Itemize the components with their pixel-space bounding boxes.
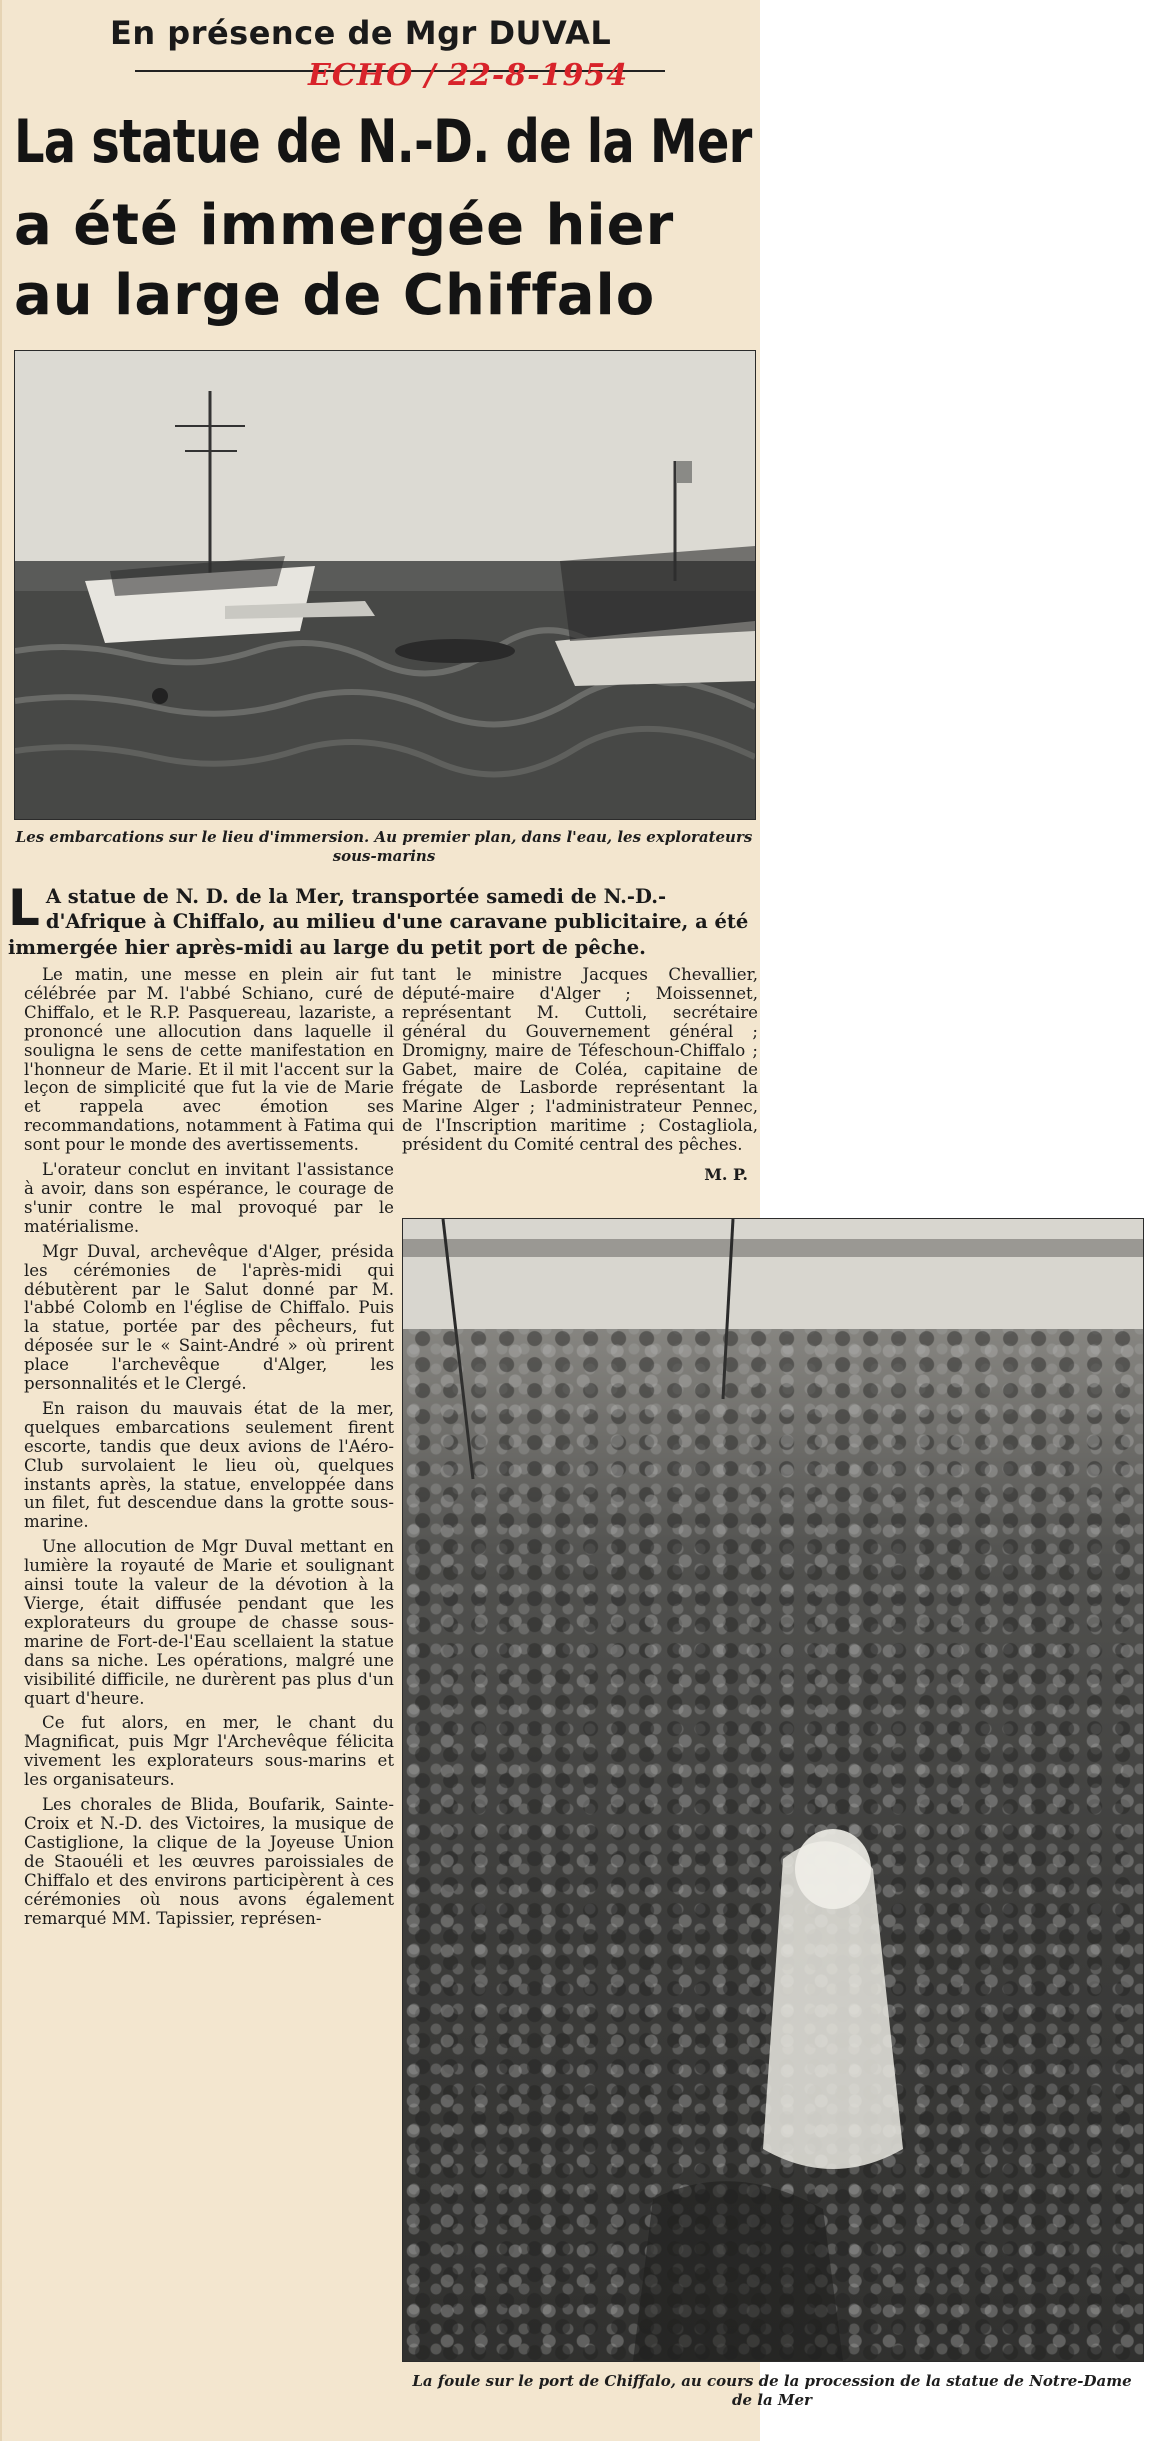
headline-line-1: La statue de N.-D. de la Mer xyxy=(14,107,752,177)
crowd-photo xyxy=(402,1218,1144,2362)
boats-scene xyxy=(15,351,755,819)
crowd-scene xyxy=(403,1219,1143,2361)
paragraph: En raison du mauvais état de la mer, quelques embarcations seulement firent escorte, tandis que deux avions de l'Aéro-Club survolaient le lieu où, quelques instants après, la statue, enveloppée dans un filet, fut descendue dans la grotte sous-marine. xyxy=(24,1398,394,1532)
author-signature: M. P. xyxy=(704,1165,748,1184)
kicker: En présence de Mgr DUVAL xyxy=(110,14,612,52)
boats-photo xyxy=(14,350,756,820)
paragraph: Une allocution de Mgr Duval mettant en lumière la royauté de Marie et soulignant ainsi toute la valeur de la dévotion à la Vierge, était diffusée pendant que les explorateurs du groupe de chasse sous-marine de Fort-de-l'Eau scellaient la statue dans sa niche. Les opérations, malgré une visibilité difficile, ne durèrent pas plus d'un quart d'heure. xyxy=(24,1537,394,1708)
headline-line-3: au large de Chiffalo xyxy=(14,263,656,328)
headline-line-2: a été immergée hier xyxy=(14,193,675,258)
paragraph: Mgr Duval, archevêque d'Alger, présida les cérémonies de l'après-midi qui débutèrent par le Salut donné par M. l'abbé Colomb en l'église de Chiffalo. Puis la statue, portée par des pêcheurs, fut déposée sur le « Saint-André » où prirent place l'archevêque d'Alger, les personnalités et le Clergé. xyxy=(24,1241,394,1394)
article-column-left xyxy=(24,966,394,1934)
paragraph: tant le ministre Jacques Chevallier, député-maire d'Alger ; Moissennet, représentant M. Cuttoli, secrétaire général du Gouvernement général ; Dromigny, maire de Téfeschoun-Chiffalo ; Gabet, maire de Coléa, capitaine de frégate de Lasborde représentant la Marine Alger ; l'administrateur Pennec, de l'Inscription maritime ; Costagliola, président du Comité central des pêches. xyxy=(402,965,758,1155)
paragraph: Les chorales de Blida, Boufarik, Sainte-Croix et N.-D. des Victoires, la musique de Castiglione, la clique de la Joyeuse Union de Staouéli et les œuvres paroissiales de Chiffalo et des environs participèrent à ces cérémonies où nous avons également remarqué MM. Tapissier, représen- xyxy=(24,1795,394,1928)
paragraph: L'orateur conclut en invitant l'assistance à avoir, dans son espérance, le courage de s'unir contre le mal provoqué par le matérialisme. xyxy=(24,1160,394,1236)
lede-text: A statue de N. D. de la Mer, transportée samedi de N.-D.-d'Afrique à Chiffalo, au milieu d'une caravane publicitaire, a été immergée hier après-midi au large du petit port de pêche. xyxy=(8,885,749,959)
drop-cap: L xyxy=(8,879,40,937)
paragraph: Ce fut alors, en mer, le chant du Magnificat, puis Mgr l'Archevêque félicita vivement les explorateurs sous-marins et les organisateurs. xyxy=(24,1713,394,1790)
photo-caption: La foule sur le port de Chiffalo, au cours de la procession de la statue de Notre-Dame de la Mer xyxy=(412,2372,1132,2409)
article-column-right xyxy=(402,966,758,1155)
paragraph: Le matin, une messe en plein air fut célébrée par M. l'abbé Schiano, curé de Chiffalo, et le R.P. Pasquereau, lazariste, a prononcé une allocution dans laquelle il souligna le sens de cette manifestation en l'honneur de Marie. Et il mit l'accent sur la leçon de simplicité que fut la vie de Marie et rappela avec émotion ses recommandations, notamment à Fatima qui sont pour le monde des avertissements. xyxy=(24,965,394,1155)
lede-paragraph xyxy=(8,879,760,960)
handwritten-source-note: ECHO / 22-8-1954 xyxy=(308,58,629,93)
photo-caption: Les embarcations sur le lieu d'immersion. Au premier plan, dans l'eau, les explorateurs sous-marins xyxy=(15,828,753,865)
